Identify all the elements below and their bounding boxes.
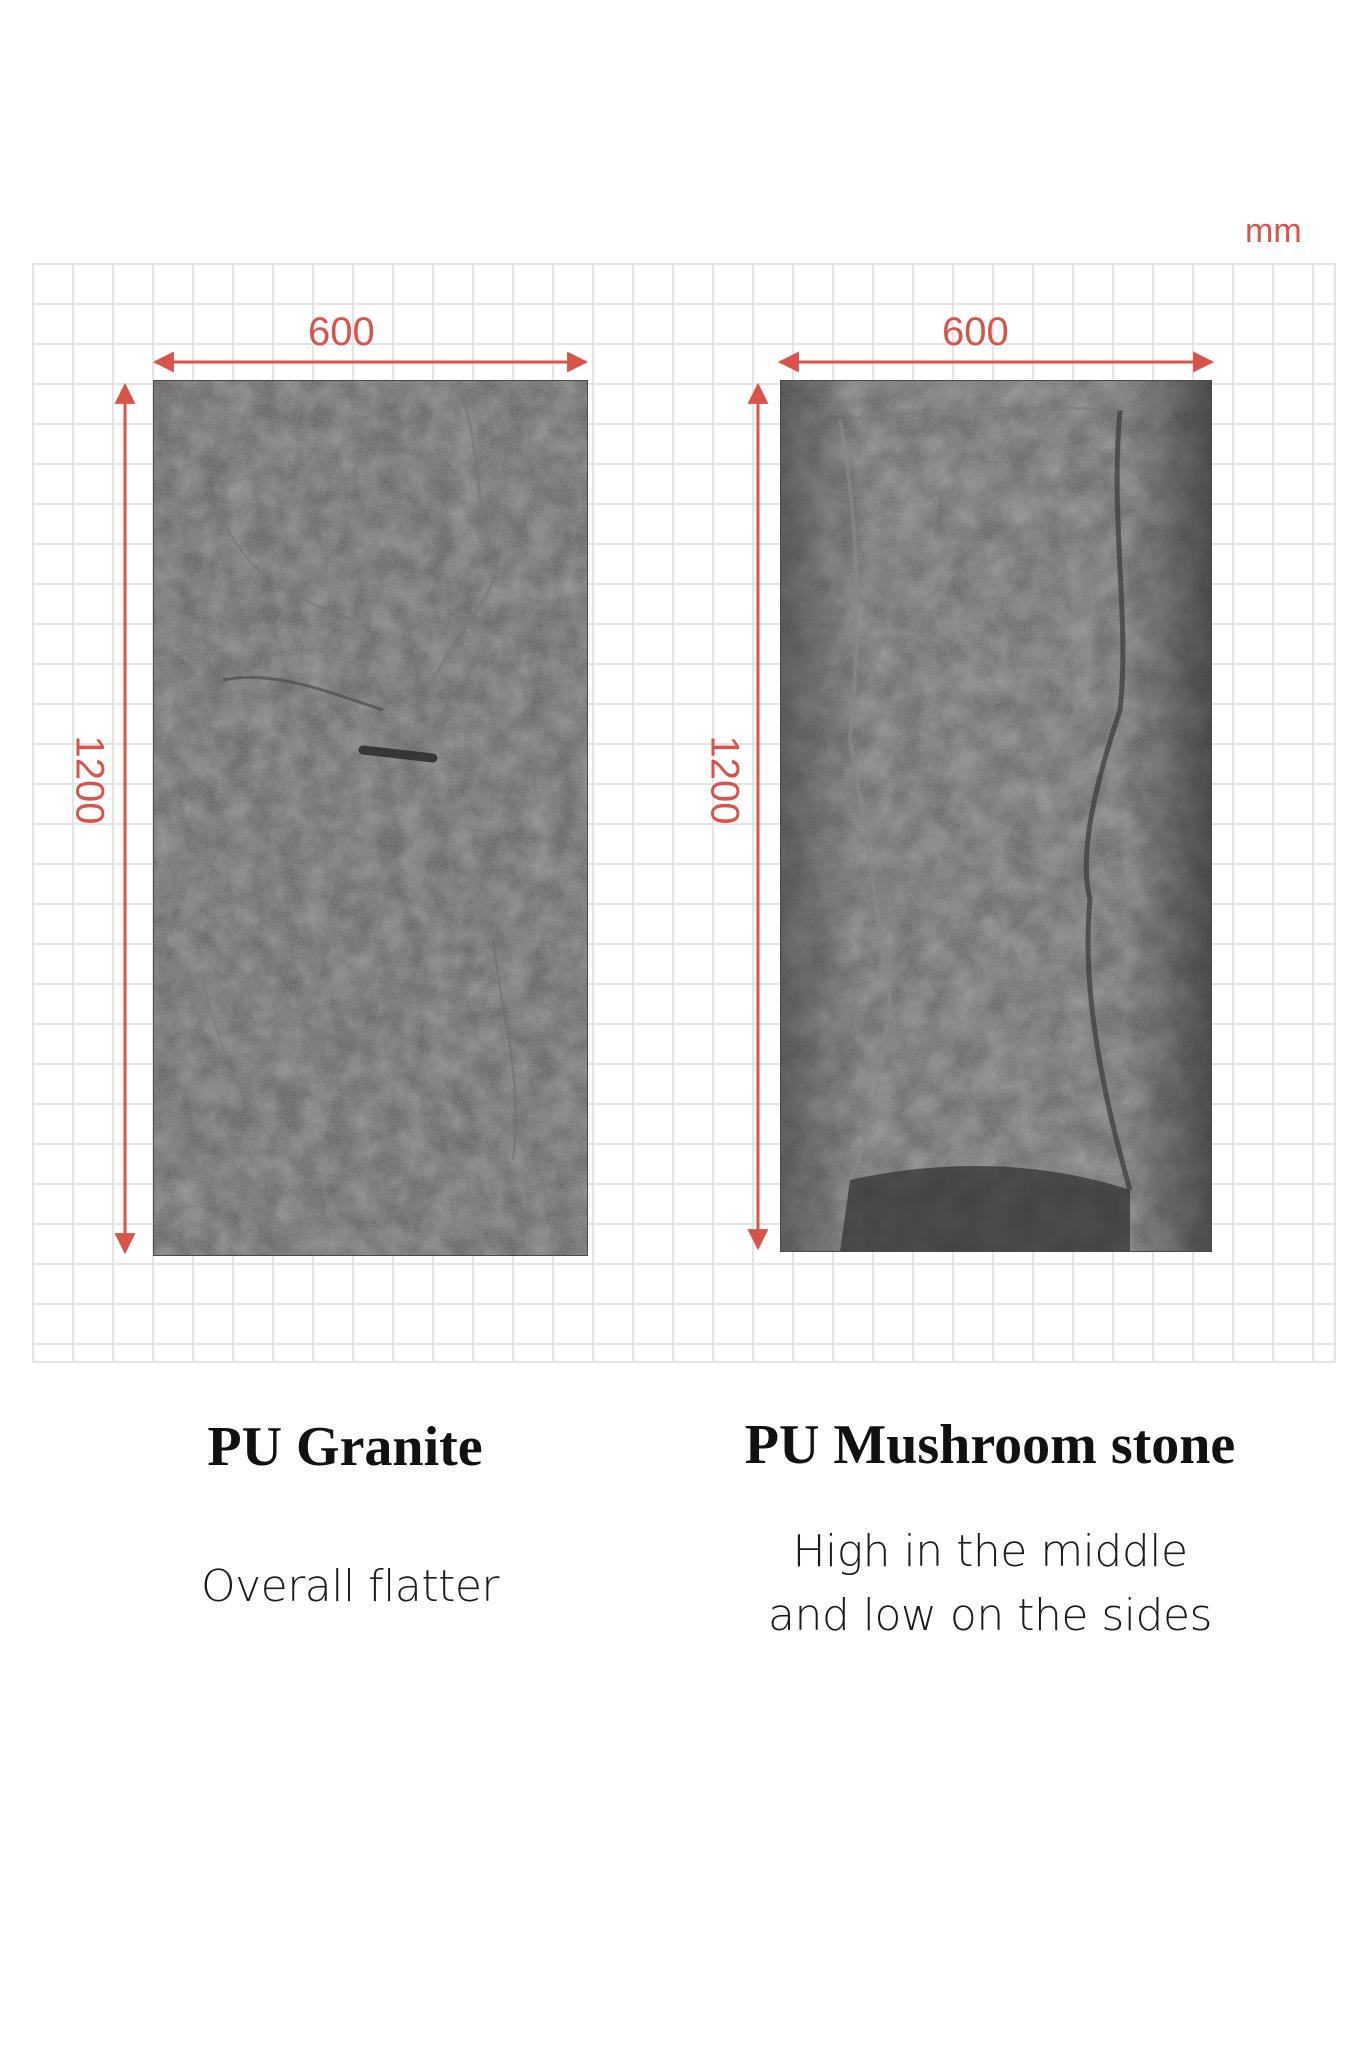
mushroom-description-line: High in the middle (792, 1526, 1188, 1577)
granite-title: PU Granite (207, 1416, 483, 1478)
mushroom-width-label: 600 (942, 310, 1009, 354)
unit-label: mm (1245, 212, 1302, 250)
mushroom-title: PU Mushroom stone (744, 1414, 1236, 1476)
mushroom-stone-panel-image (780, 380, 1212, 1252)
granite-width-label: 600 (308, 310, 375, 354)
granite-description-line: Overall flatter (200, 1561, 500, 1612)
mushroom-description (700, 1520, 1280, 1648)
mushroom-height-label: 1200 (702, 735, 747, 825)
granite-description (150, 1555, 550, 1619)
granite-panel-image (153, 380, 588, 1256)
mushroom-description-line: and low on the sides (768, 1589, 1212, 1641)
granite-height-label: 1200 (67, 735, 112, 825)
